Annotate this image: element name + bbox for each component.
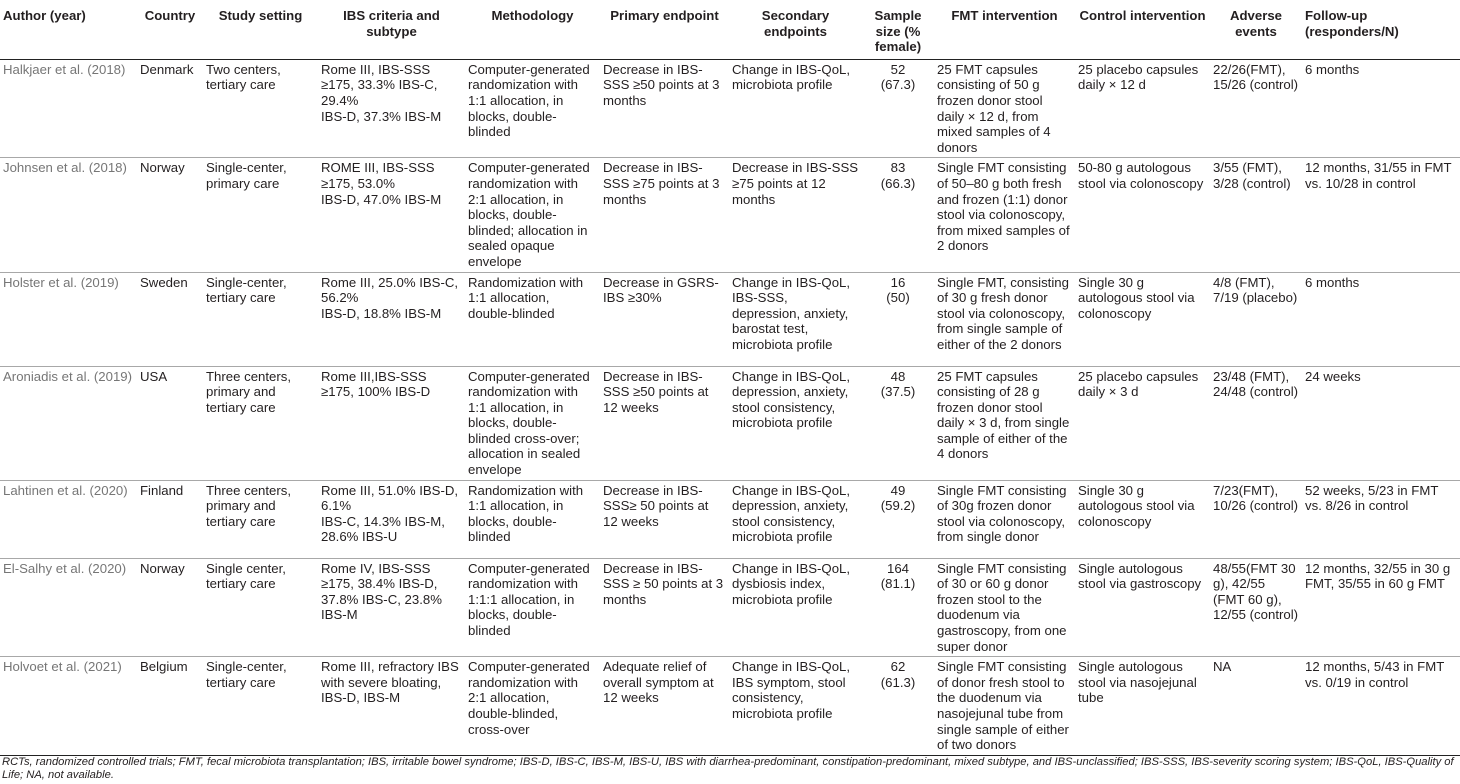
cell-fmt-intervention: 25 FMT capsules consisting of 28 g frozen donor stool daily × 3 d, from single sample of either of the 4 donors — [934, 366, 1075, 480]
cell-study-setting: Two centers, tertiary care — [203, 59, 318, 158]
cell-fmt-intervention: Single FMT consisting of donor fresh stool to the duodenum via nasojejunal tube from single sample of either of two donors — [934, 657, 1075, 756]
cell-author: Holster et al. (2019) — [0, 272, 137, 366]
cell-study-setting: Single center, tertiary care — [203, 558, 318, 657]
table-body — [0, 59, 1460, 755]
cell-country: Finland — [137, 480, 203, 558]
cell-author: Johnsen et al. (2018) — [0, 158, 137, 272]
cell-sample-size: 52 (67.3) — [862, 59, 934, 158]
column-header-control-intervention: Control intervention — [1075, 0, 1210, 59]
cell-sample-size: 164 (81.1) — [862, 558, 934, 657]
column-header-ibs-criteria: IBS criteria and subtype — [318, 0, 465, 59]
cell-study-setting: Single-center, tertiary care — [203, 272, 318, 366]
cell-author: Aroniadis et al. (2019) — [0, 366, 137, 480]
cell-adverse-events: 4/8 (FMT), 7/19 (placebo) — [1210, 272, 1302, 366]
cell-sample-size: 83 (66.3) — [862, 158, 934, 272]
cell-secondary-endpoints: Change in IBS-QoL, IBS symptom, stool consistency, microbiota profile — [729, 657, 862, 756]
cell-fmt-intervention: Single FMT consisting of 30g frozen donor stool via colonoscopy, from single donor — [934, 480, 1075, 558]
cell-adverse-events: 48/55(FMT 30 g), 42/55 (FMT 60 g), 12/55 (control) — [1210, 558, 1302, 657]
cell-fmt-intervention: 25 FMT capsules consisting of 50 g frozen donor stool daily × 12 d, from mixed samples of 4 donors — [934, 59, 1075, 158]
cell-study-setting: Single-center, primary care — [203, 158, 318, 272]
cell-study-setting: Single-center, tertiary care — [203, 657, 318, 756]
table-row — [0, 272, 1460, 366]
cell-ibs-criteria: Rome III, 25.0% IBS-C, 56.2% IBS-D, 18.8% IBS-M — [318, 272, 465, 366]
cell-adverse-events: 3/55 (FMT), 3/28 (control) — [1210, 158, 1302, 272]
table-row — [0, 480, 1460, 558]
cell-author: Holvoet et al. (2021) — [0, 657, 137, 756]
cell-country: Sweden — [137, 272, 203, 366]
cell-methodology: Computer-generated randomization with 2:1 allocation, in blocks, double-blinded; allocation in sealed opaque envelope — [465, 158, 600, 272]
table-footnote: RCTs, randomized controlled trials; FMT, fecal microbiota transplantation; IBS, irritable bowel syndrome; IBS-D, IBS-C, IBS-M, IBS-U, IBS with diarrhea-predominant, constipation-predominant, mixed subtype, and IBS-unclassified; IBS-SSS, IBS-severity scoring system; IBS-QoL, IBS-Quality of Life; NA, not available. — [2, 756, 1454, 782]
cell-methodology: Randomization with 1:1 allocation, double-blinded — [465, 272, 600, 366]
cell-follow-up: 6 months — [1302, 59, 1460, 158]
column-header-study-setting: Study setting — [203, 0, 318, 59]
cell-secondary-endpoints: Change in IBS-QoL, depression, anxiety, stool consistency, microbiota profile — [729, 480, 862, 558]
cell-ibs-criteria: Rome III, refractory IBS with severe bloating, IBS-D, IBS-M — [318, 657, 465, 756]
column-header-adverse-events: Adverse events — [1210, 0, 1302, 59]
cell-author: Lahtinen et al. (2020) — [0, 480, 137, 558]
column-header-secondary-endpoints: Secondary endpoints — [729, 0, 862, 59]
cell-primary-endpoint: Decrease in IBS-SSS ≥75 points at 3 months — [600, 158, 729, 272]
column-header-primary-endpoint: Primary endpoint — [600, 0, 729, 59]
column-header-sample-size: Sample size (% female) — [862, 0, 934, 59]
cell-follow-up: 6 months — [1302, 272, 1460, 366]
cell-control-intervention: 25 placebo capsules daily × 12 d — [1075, 59, 1210, 158]
cell-follow-up: 24 weeks — [1302, 366, 1460, 480]
cell-secondary-endpoints: Decrease in IBS-SSS ≥75 points at 12 months — [729, 158, 862, 272]
cell-follow-up: 12 months, 32/55 in 30 g FMT, 35/55 in 60 g FMT — [1302, 558, 1460, 657]
cell-sample-size: 16 (50) — [862, 272, 934, 366]
cell-country: Norway — [137, 158, 203, 272]
cell-adverse-events: 7/23(FMT), 10/26 (control) — [1210, 480, 1302, 558]
table-row — [0, 657, 1460, 756]
cell-study-setting: Three centers, primary and tertiary care — [203, 366, 318, 480]
cell-control-intervention: Single 30 g autologous stool via colonoscopy — [1075, 480, 1210, 558]
cell-methodology: Computer-generated randomization with 1:1:1 allocation, in blocks, double-blinded — [465, 558, 600, 657]
cell-sample-size: 62 (61.3) — [862, 657, 934, 756]
cell-methodology: Computer-generated randomization with 1:1 allocation, in blocks, double-blinded cross-over; allocation in sealed envelope — [465, 366, 600, 480]
cell-ibs-criteria: Rome IV, IBS-SSS ≥175, 38.4% IBS-D, 37.8% IBS-C, 23.8% IBS-M — [318, 558, 465, 657]
table-row — [0, 366, 1460, 480]
table-row — [0, 59, 1460, 158]
cell-secondary-endpoints: Change in IBS-QoL, dysbiosis index, microbiota profile — [729, 558, 862, 657]
table-header-row — [0, 0, 1460, 59]
column-header-country: Country — [137, 0, 203, 59]
cell-methodology: Randomization with 1:1 allocation, in blocks, double-blinded — [465, 480, 600, 558]
cell-author: El-Salhy et al. (2020) — [0, 558, 137, 657]
cell-ibs-criteria: Rome III, 51.0% IBS-D, 6.1% IBS-C, 14.3% IBS-M, 28.6% IBS-U — [318, 480, 465, 558]
table-row — [0, 558, 1460, 657]
cell-sample-size: 48 (37.5) — [862, 366, 934, 480]
cell-country: USA — [137, 366, 203, 480]
cell-adverse-events: 23/48 (FMT), 24/48 (control) — [1210, 366, 1302, 480]
cell-primary-endpoint: Decrease in GSRS-IBS ≥30% — [600, 272, 729, 366]
cell-sample-size: 49 (59.2) — [862, 480, 934, 558]
cell-secondary-endpoints: Change in IBS-QoL, depression, anxiety, stool consistency, microbiota profile — [729, 366, 862, 480]
cell-secondary-endpoints: Change in IBS-QoL, microbiota profile — [729, 59, 862, 158]
cell-country: Belgium — [137, 657, 203, 756]
cell-primary-endpoint: Decrease in IBS-SSS ≥ 50 points at 3 months — [600, 558, 729, 657]
cell-ibs-criteria: Rome III,IBS-SSS ≥175, 100% IBS-D — [318, 366, 465, 480]
cell-study-setting: Three centers, primary and tertiary care — [203, 480, 318, 558]
cell-adverse-events: NA — [1210, 657, 1302, 756]
cell-ibs-criteria: ROME III, IBS-SSS ≥175, 53.0% IBS-D, 47.0% IBS-M — [318, 158, 465, 272]
cell-primary-endpoint: Adequate relief of overall symptom at 12 weeks — [600, 657, 729, 756]
table-row — [0, 158, 1460, 272]
column-header-fmt-intervention: FMT intervention — [934, 0, 1075, 59]
cell-control-intervention: 50-80 g autologous stool via colonoscopy — [1075, 158, 1210, 272]
cell-ibs-criteria: Rome III, IBS-SSS ≥175, 33.3% IBS-C, 29.4% IBS-D, 37.3% IBS-M — [318, 59, 465, 158]
cell-control-intervention: 25 placebo capsules daily × 3 d — [1075, 366, 1210, 480]
cell-primary-endpoint: Decrease in IBS-SSS ≥50 points at 3 months — [600, 59, 729, 158]
cell-primary-endpoint: Decrease in IBS-SSS ≥50 points at 12 weeks — [600, 366, 729, 480]
cell-control-intervention: Single 30 g autologous stool via colonoscopy — [1075, 272, 1210, 366]
cell-primary-endpoint: Decrease in IBS-SSS≥ 50 points at 12 weeks — [600, 480, 729, 558]
cell-methodology: Computer-generated randomization with 1:1 allocation, in blocks, double-blinded — [465, 59, 600, 158]
column-header-methodology: Methodology — [465, 0, 600, 59]
column-header-follow-up: Follow-up (responders/N) — [1302, 0, 1460, 59]
cell-follow-up: 12 months, 31/55 in FMT vs. 10/28 in control — [1302, 158, 1460, 272]
column-header-author: Author (year) — [0, 0, 137, 59]
cell-fmt-intervention: Single FMT, consisting of 30 g fresh donor stool via colonoscopy, from single sample of either of the 2 donors — [934, 272, 1075, 366]
cell-follow-up: 52 weeks, 5/23 in FMT vs. 8/26 in control — [1302, 480, 1460, 558]
cell-country: Denmark — [137, 59, 203, 158]
cell-country: Norway — [137, 558, 203, 657]
cell-adverse-events: 22/26(FMT), 15/26 (control) — [1210, 59, 1302, 158]
cell-follow-up: 12 months, 5/43 in FMT vs. 0/19 in control — [1302, 657, 1460, 756]
cell-fmt-intervention: Single FMT consisting of 30 or 60 g donor frozen stool to the duodenum via gastroscopy, from one super donor — [934, 558, 1075, 657]
cell-methodology: Computer-generated randomization with 2:1 allocation, double-blinded, cross-over — [465, 657, 600, 756]
cell-author: Halkjaer et al. (2018) — [0, 59, 137, 158]
cell-secondary-endpoints: Change in IBS-QoL, IBS-SSS, depression, anxiety, barostat test, microbiota profile — [729, 272, 862, 366]
cell-fmt-intervention: Single FMT consisting of 50–80 g both fresh and frozen (1:1) donor stool via colonoscopy, from mixed samples of 2 donors — [934, 158, 1075, 272]
cell-control-intervention: Single autologous stool via nasojejunal tube — [1075, 657, 1210, 756]
cell-control-intervention: Single autologous stool via gastroscopy — [1075, 558, 1210, 657]
